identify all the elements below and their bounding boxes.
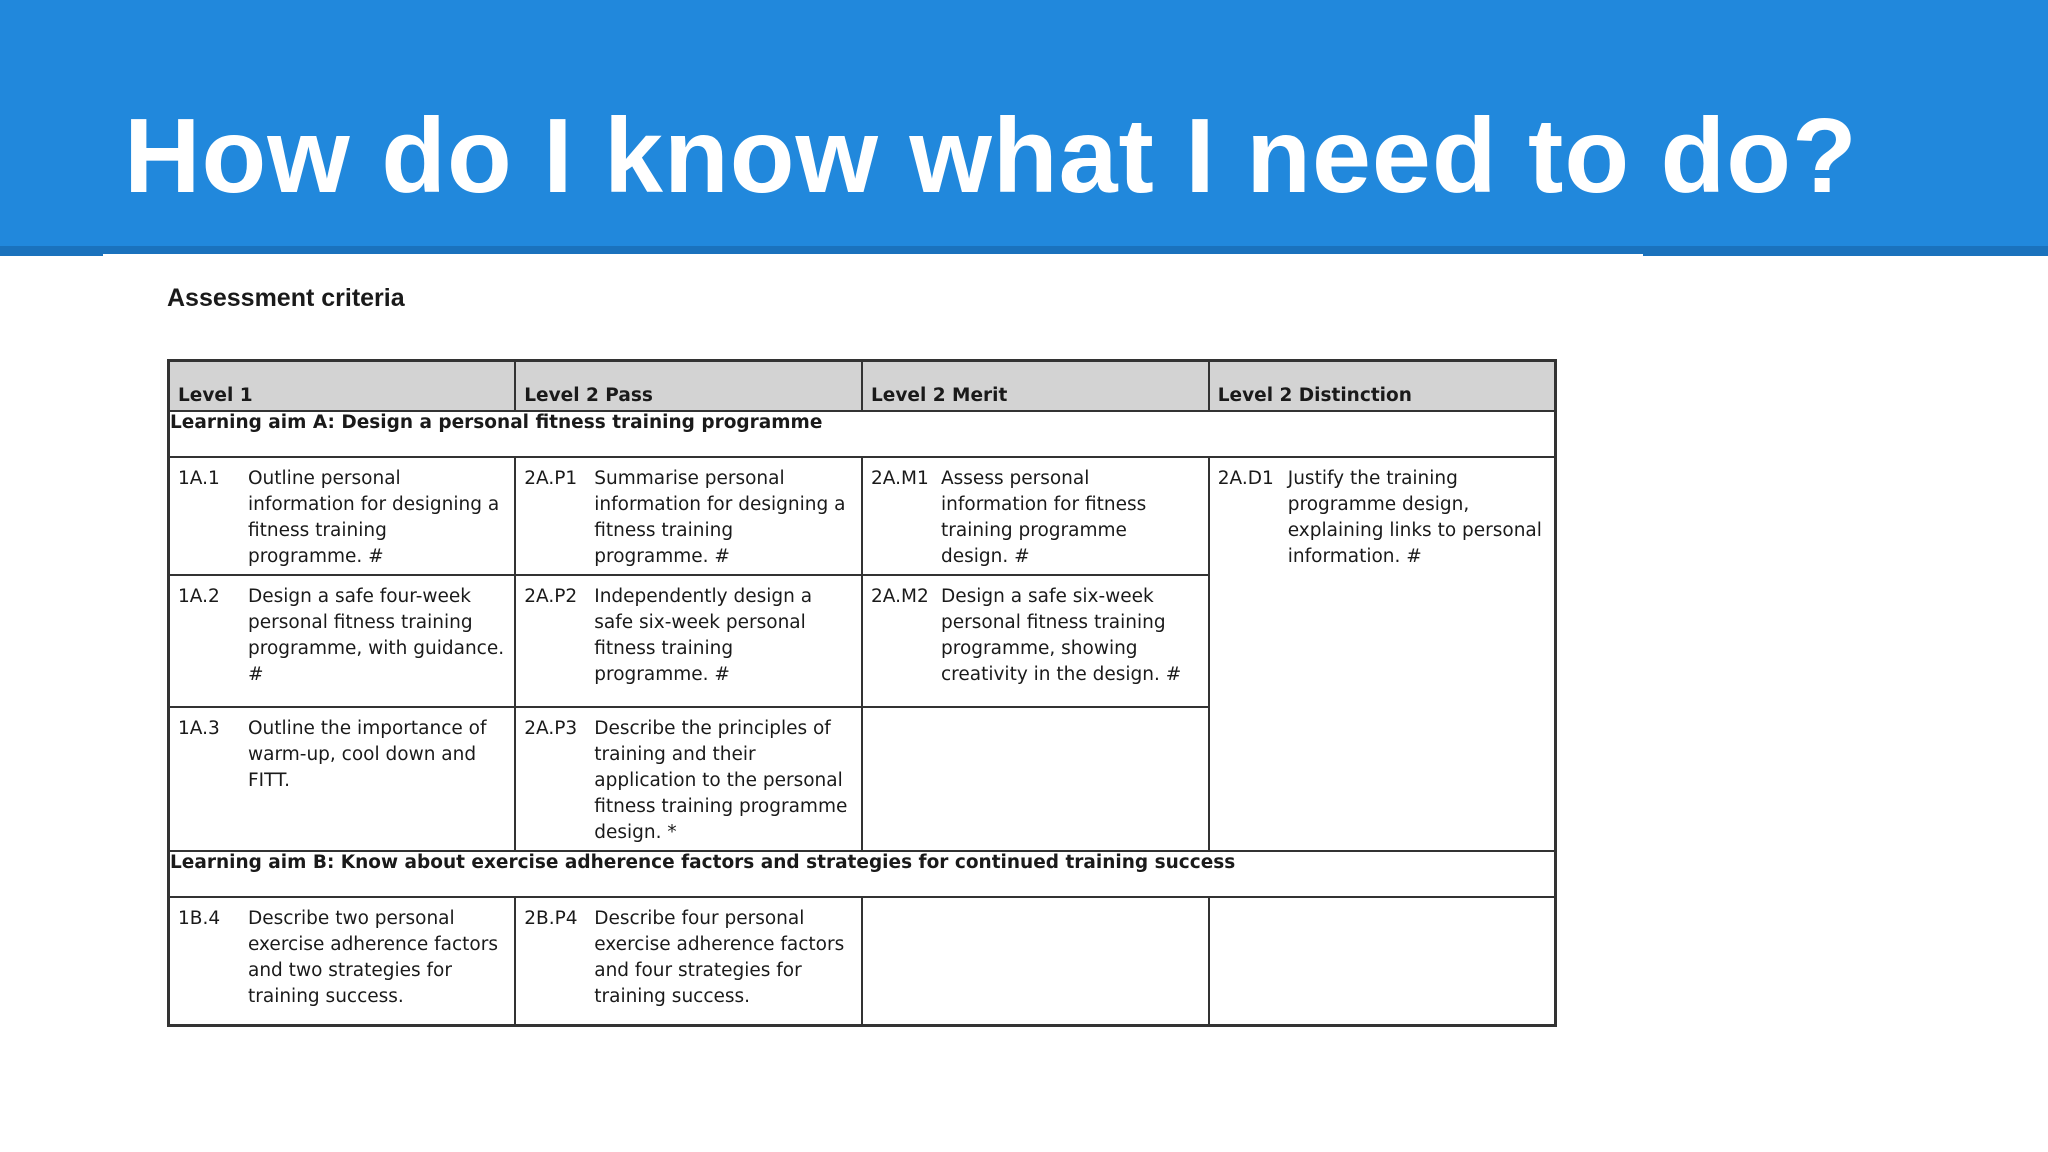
- criterion-code: 1A.1: [178, 468, 220, 489]
- column-header-level-1: Level 1: [169, 361, 516, 412]
- distinction-cell: [1209, 457, 1556, 851]
- criterion-code: 1A.3: [178, 718, 220, 739]
- criterion-code: 1A.2: [178, 586, 220, 607]
- criterion-text: Design a safe four-week personal fitness training programme, with guidance. #: [248, 586, 505, 685]
- criterion-text: Summarise personal information for designing a fitness training programme. #: [594, 468, 846, 567]
- criterion-cell: [862, 575, 1209, 707]
- criterion-code: 2A.P3: [524, 718, 578, 739]
- criterion-text: Justify the training programme design, explaining links to personal information. #: [1287, 468, 1542, 567]
- criterion-code: 2A.M1: [871, 468, 929, 489]
- learning-aim-a: Learning aim A: Design a personal fitness training programme: [169, 411, 1556, 457]
- criterion-cell: [515, 897, 862, 1026]
- column-header-level-2-merit: Level 2 Merit: [862, 361, 1209, 412]
- criterion-text: Describe two personal exercise adherence factors and two strategies for training success.: [248, 908, 498, 1007]
- criterion-text: Independently design a safe six-week personal fitness training programme. #: [594, 586, 813, 685]
- column-header-level-2-pass: Level 2 Pass: [515, 361, 862, 412]
- empty-cell: [862, 897, 1209, 1026]
- criterion-code: 2A.M2: [871, 586, 929, 607]
- criterion-text: Assess personal information for fitness training programme design. #: [941, 468, 1147, 567]
- empty-cell: [862, 707, 1209, 851]
- slide-title: How do I know what I need to do?: [124, 97, 1858, 215]
- criterion-cell: [515, 457, 862, 575]
- criterion-text: Design a safe six-week personal fitness training programme, showing creativity in the design. #: [941, 586, 1182, 685]
- learning-aim-a-row: [169, 411, 1556, 457]
- criterion-cell: [862, 457, 1209, 575]
- criterion-cell: [169, 897, 516, 1026]
- criterion-code: 2A.P1: [524, 468, 578, 489]
- assessment-criteria-document: [103, 254, 1643, 1074]
- criterion-cell: [169, 575, 516, 707]
- criterion-text: Outline the importance of warm-up, cool down and FITT.: [248, 718, 487, 791]
- criterion-cell: [515, 707, 862, 851]
- criterion-code: 2B.P4: [524, 908, 578, 929]
- criterion-code: 2A.P2: [524, 586, 578, 607]
- table-header-row: [169, 361, 1556, 412]
- criterion-cell: [169, 707, 516, 851]
- document-heading: Assessment criteria: [167, 284, 405, 312]
- column-header-level-2-distinction: Level 2 Distinction: [1209, 361, 1556, 412]
- criterion-code: 2A.D1: [1217, 468, 1274, 489]
- criterion-text: Describe four personal exercise adherence factors and four strategies for training success.: [594, 908, 845, 1007]
- criterion-text: Describe the principles of training and their application to the personal fitness training programme design. *: [594, 718, 848, 843]
- criterion-code: 1B.4: [178, 908, 221, 929]
- table-row: [169, 457, 1556, 575]
- learning-aim-b-row: [169, 851, 1556, 897]
- criteria-table: [167, 359, 1557, 1027]
- empty-cell: [1209, 897, 1556, 1026]
- learning-aim-b: Learning aim B: Know about exercise adherence factors and strategies for continued training success: [169, 851, 1556, 897]
- criterion-text: Outline personal information for designing a fitness training programme. #: [248, 468, 500, 567]
- criterion-cell: [169, 457, 516, 575]
- criterion-cell: [515, 575, 862, 707]
- table-row: [169, 897, 1556, 1026]
